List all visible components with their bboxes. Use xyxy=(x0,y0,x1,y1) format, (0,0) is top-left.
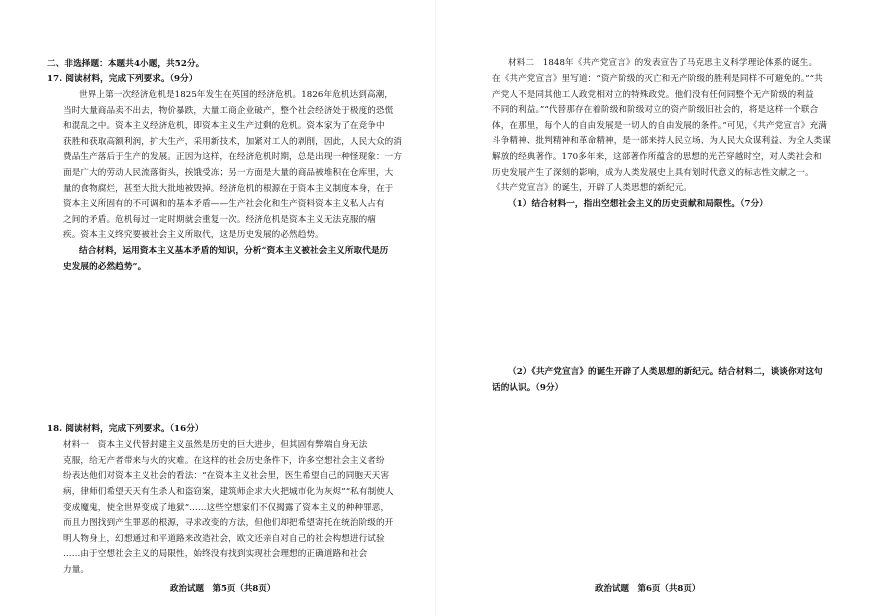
q17-heading: 17. 阅读材料，完成下列要求。（9分） xyxy=(47,74,198,84)
page-footer: 政治试题 第6页（共8页） xyxy=(595,584,701,594)
q17-question: 史发展的必然趋势”。 xyxy=(63,262,147,272)
material2-line: 产党人不是同其他工人政党相对立的特殊政党。他们没有任何同整个无产阶级的利益 xyxy=(492,90,814,100)
material2-line: 不同的利益。”“代替那存在着阶级和阶级对立的资产阶级旧社会的，将是这样一个联合 xyxy=(492,105,819,115)
q18-sub2-answer-area[interactable] xyxy=(492,400,862,565)
material2-line: 体，在那里，每个人的自由发展是一切人的自由发展的条件。”可见，《共产党宣言》充满 xyxy=(492,121,827,131)
q18-line: 力量。 xyxy=(63,565,90,575)
q17-line: 和混乱之中。资本主义经济危机，即资本主义生产过剩的危机。资本家为了在竞争中 xyxy=(63,121,385,131)
page-footer: 政治试题 第5页（共8页） xyxy=(170,584,276,594)
q18-sub2-question: 话的认识。（9分） xyxy=(492,383,564,393)
q18-line: 变成魔鬼，使全世界变成了地狱”……这些空想家们不仅揭露了资本主义的种种罪恶， xyxy=(63,503,390,513)
q17-line: 资本主义所固有的不可调和的基本矛盾——生产社会化和生产资料资本主义私人占有 xyxy=(63,199,385,209)
q18-line: ……由于空想社会主义的局限性，始终没有找到实现社会理想的正确道路和社会 xyxy=(63,549,368,559)
q18-line: 而且力图找到产生罪恶的根源，寻求改变的方法，但他们却把希望寄托在统治阶级的开 xyxy=(63,518,394,528)
q18-line: 克服，给无产者带来与火的灾难。在这样的社会历史条件下，许多空想社会主义者纷 xyxy=(63,456,385,466)
q17-line: 获胜和获取高额利润，扩大生产，采用新技术，加紧对工人的剥削，因此，人民大众的消 xyxy=(63,137,403,147)
page-6 xyxy=(435,0,870,615)
q17-line: 疾。资本主义终究要被社会主义所取代，这是历史发展的必然趋势。 xyxy=(63,230,324,240)
q18-sub1-question: （1）结合材料一，指出空想社会主义的历史贡献和局限性。（7分） xyxy=(508,199,768,209)
q18-line: 材料一 资本主义代替封建主义虽然是历史的巨大进步，但其固有弊端自身无法 xyxy=(63,440,368,450)
material2-line: 斗争精神、批判精神和革命精神，是一部来持人民立场、为人民大众谋利益、为全人类谋 xyxy=(492,136,832,146)
q17-line: 量的食物腐烂，甚至大批大批地被毁掉。经济危机的根源在于资本主义制度本身，在于 xyxy=(63,184,394,194)
material2-line: 在《共产党宣言》里写道：“资产阶级的灭亡和无产阶级的胜利是同样不可避免的。”“共 xyxy=(492,74,823,84)
q17-line: 之间的矛盾。危机每过一定时期就会重复一次。经济危机是资本主义无法克服的痼 xyxy=(63,215,376,225)
material2-line: 《共产党宣言》的诞生，开辟了人类思想的新纪元。 xyxy=(492,183,692,193)
q18-line: 明人物身上，幻想通过和平道路来改造社会，欧文还亲自对自己的社会构想进行试验 xyxy=(63,534,385,544)
q18-heading: 18. 阅读材料，完成下列要求。（16分） xyxy=(47,424,204,434)
q17-line: 费品生产落后于生产的发展。正因为这样，在经济危机时期，总是出现一种怪现象：一方 xyxy=(63,152,403,162)
q17-question: 结合材料，运用资本主义基本矛盾的知识，分析“资本主义被社会主义所取代是历 xyxy=(79,246,389,256)
q18-line: 病，律师们希望天天有生杀人和盗窃案，建筑师企求大火把城市化为灰烬”“私有制使人 xyxy=(63,487,394,497)
material2-line: 材料二 1848年《共产党宣言》的发表宣告了马克思主义科学理论体系的诞生。 xyxy=(508,58,818,68)
section-header: 二、非选择题：本题共4小题，共52分。 xyxy=(47,59,205,69)
material2-line: 解放的经典著作。170多年来，这部著作所蕴含的思想的光芒穿越时空，对人类社会和 xyxy=(492,152,822,162)
q18-line: 纷表达他们对资本主义社会的看法：“在资本主义社会里，医生希望自己的同胞天天害 xyxy=(63,471,390,481)
q17-line: 当时大量商品卖不出去，物价暴跌，大量工商企业破产，整个社会经济处于极度的恐慌 xyxy=(63,106,394,116)
q18-sub2-question: （2）《共产党宣言》的诞生开辟了人类思想的新纪元。结合材料二，谈谈你对这句 xyxy=(508,367,823,377)
q18-sub1-answer-area[interactable] xyxy=(492,216,862,356)
material2-line: 历史发展产生了深刻的影响，成为人类发展史上具有划时代意义的标志性文献之一。 xyxy=(492,168,814,178)
q17-answer-area[interactable] xyxy=(47,280,427,415)
q17-line: 世界上第一次经济危机是1825年发生在英国的经济危机。1826年危机达到高潮， xyxy=(79,90,394,100)
q17-line: 面是广大的劳动人民流落街头，挨饿受冻；另一方面是大量的商品被堆积在仓库里，大 xyxy=(63,168,394,178)
